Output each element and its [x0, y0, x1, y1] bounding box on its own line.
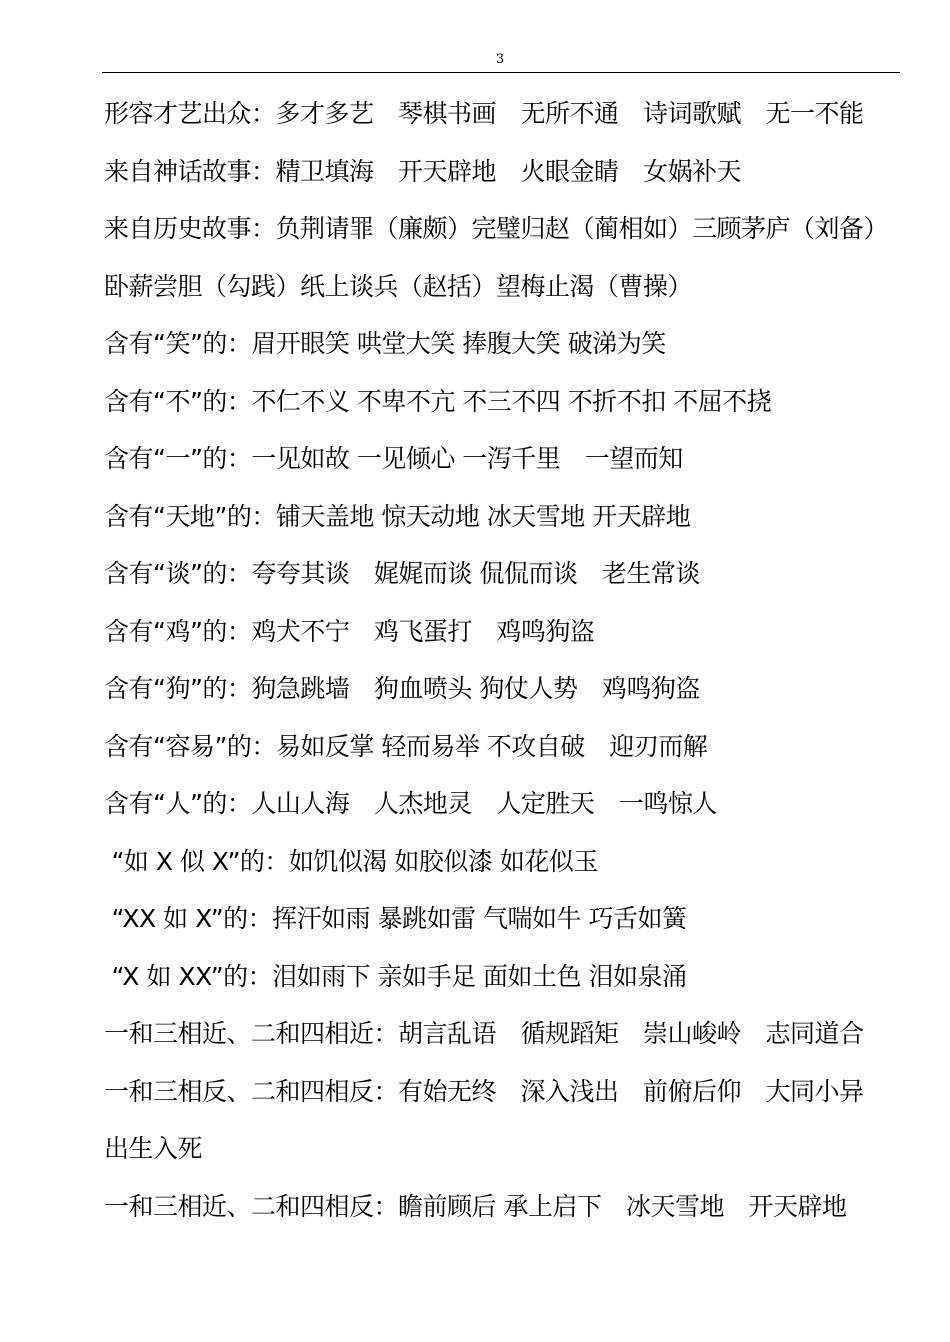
- idiom-line-one: 含有“一”的：一见如故 一见倾心 一泻千里 一望而知: [104, 444, 683, 473]
- idiom-line-dog: 含有“狗”的：狗急跳墙 狗血喷头 狗仗人势 鸡鸣狗盗: [104, 674, 700, 703]
- idiom-line-talent: 形容才艺出众：多才多艺 琴棋书画 无所不通 诗词歌赋 无一不能: [104, 99, 864, 128]
- idiom-line-easy: 含有“容易”的：易如反掌 轻而易举 不攻自破 迎刃而解: [104, 731, 708, 761]
- page-number: 3: [495, 52, 505, 67]
- idiom-line-person: 含有“人”的：人山人海 人杰地灵 人定胜天 一鸣惊人: [104, 789, 717, 818]
- idiom-line-similar-similar: 一和三相近、二和四相近：胡言乱语 循规蹈矩 崇山峻岭 志同道合: [104, 1019, 864, 1048]
- idiom-line-opposite-cont: 出生入死: [104, 1134, 203, 1163]
- idiom-line-pattern-xx-ru-x: “XX 如 X”的：挥汗如雨 暴跳如雷 气喘如牛 巧舌如簧: [104, 904, 687, 933]
- idiom-line-laugh: 含有“笑”的：眉开眼笑 哄堂大笑 捧腹大笑 破涕为笑: [104, 329, 666, 358]
- idiom-line-similar-opposite: 一和三相近、二和四相反：瞻前顾后 承上启下 冰天雪地 开天辟地: [104, 1191, 847, 1221]
- idiom-line-chicken: 含有“鸡”的：鸡犬不宁 鸡飞蛋打 鸡鸣狗盗: [104, 616, 595, 646]
- idiom-line-talk: 含有“谈”的：夸夸其谈 娓娓而谈 侃侃而谈 老生常谈: [104, 559, 700, 588]
- header-rule: [102, 72, 900, 73]
- idiom-line-history-cont: 卧薪尝胆（勾践）纸上谈兵（赵括）望梅止渴（曹操）: [104, 271, 693, 301]
- idiom-line-pattern-x-ru-xx: “X 如 XX”的：泪如雨下 亲如手足 面如土色 泪如泉涌: [104, 961, 687, 991]
- idiom-line-history: 来自历史故事：负荆请罪（廉颇）完璧归赵（蔺相如）三顾茅庐（刘备）: [104, 214, 889, 243]
- idiom-line-myth: 来自神话故事：精卫填海 开天辟地 火眼金睛 女娲补天: [104, 156, 742, 186]
- document-body: [104, 92, 904, 1242]
- idiom-line-pattern-ru-si: “如 X 似 X”的：如饥似渴 如胶似漆 如花似玉: [104, 846, 598, 876]
- idiom-line-opposite-opposite: 一和三相反、二和四相反：有始无终 深入浅出 前俯后仰 大同小异: [104, 1076, 864, 1106]
- idiom-line-heaven-earth: 含有“天地”的：铺天盖地 惊天动地 冰天雪地 开天辟地: [104, 501, 691, 531]
- idiom-line-not: 含有“不”的：不仁不义 不卑不亢 不三不四 不折不扣 不屈不挠: [104, 386, 772, 416]
